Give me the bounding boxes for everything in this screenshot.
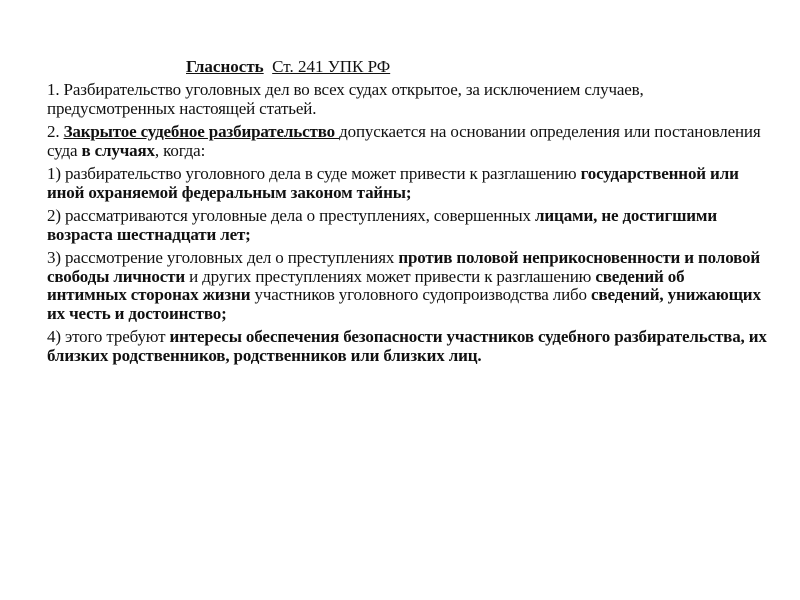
list-item-2 [47, 207, 767, 244]
paragraph-2-tail: , когда: [154, 140, 206, 160]
paragraph-2-text: допускается на основании определения или постановления суда [47, 122, 761, 160]
paragraph-2 [47, 123, 767, 160]
list-item-3 [47, 249, 767, 323]
list-item-1-text: 1) разбирательство уголовного дела в суде может привести к разглашению [47, 164, 581, 183]
paragraph-1 [47, 81, 767, 118]
paragraph-2-number: 2. [47, 122, 64, 141]
list-item-3-bold-1: против половой неприкосновенности и половой свободы личности [47, 248, 761, 286]
list-item-3-bold-3: сведений, унижающих их честь и достоинство; [47, 285, 761, 323]
list-item-4-bold: интересы обеспечения безопасности участников судебного разбирательства, их близких родственников, родственников или близких лиц. [47, 327, 767, 365]
list-item-3-text-2: и других преступлениях может привести к разглашению [185, 266, 596, 286]
article-text [47, 81, 767, 370]
slide-title [186, 57, 390, 77]
list-item-3-bold-2: сведений об интимных сторонах жизни [47, 266, 685, 304]
in-cases-term: в случаях [81, 140, 155, 160]
list-item-3-text-3: участников уголовного судопроизводства либо [250, 285, 592, 304]
list-item-4-text: 4) этого требуют [47, 327, 170, 346]
list-item-3-text: 3) рассмотрение уголовных дел о преступлениях [47, 248, 399, 267]
paragraph-1-text: 1. Разбирательство уголовных дел во всех судах открытое, за исключением случаев, предусмотренных настоящей статьей. [47, 80, 644, 118]
list-item-4 [47, 328, 767, 365]
list-item-2-bold: лицами, не достигшими возраста шестнадцати лет; [47, 206, 717, 244]
title-label: Гласность [186, 57, 264, 76]
list-item-1-bold: государственной или иной охраняемой федеральным законом тайны; [47, 164, 739, 202]
title-separator [264, 57, 273, 76]
title-reference: Ст. 241 УПК РФ [272, 57, 391, 76]
closed-trial-term: Закрытое судебное разбирательство [63, 122, 340, 141]
list-item-1 [47, 165, 767, 202]
list-item-2-text: 2) рассматриваются уголовные дела о преступлениях, совершенных [47, 206, 536, 225]
